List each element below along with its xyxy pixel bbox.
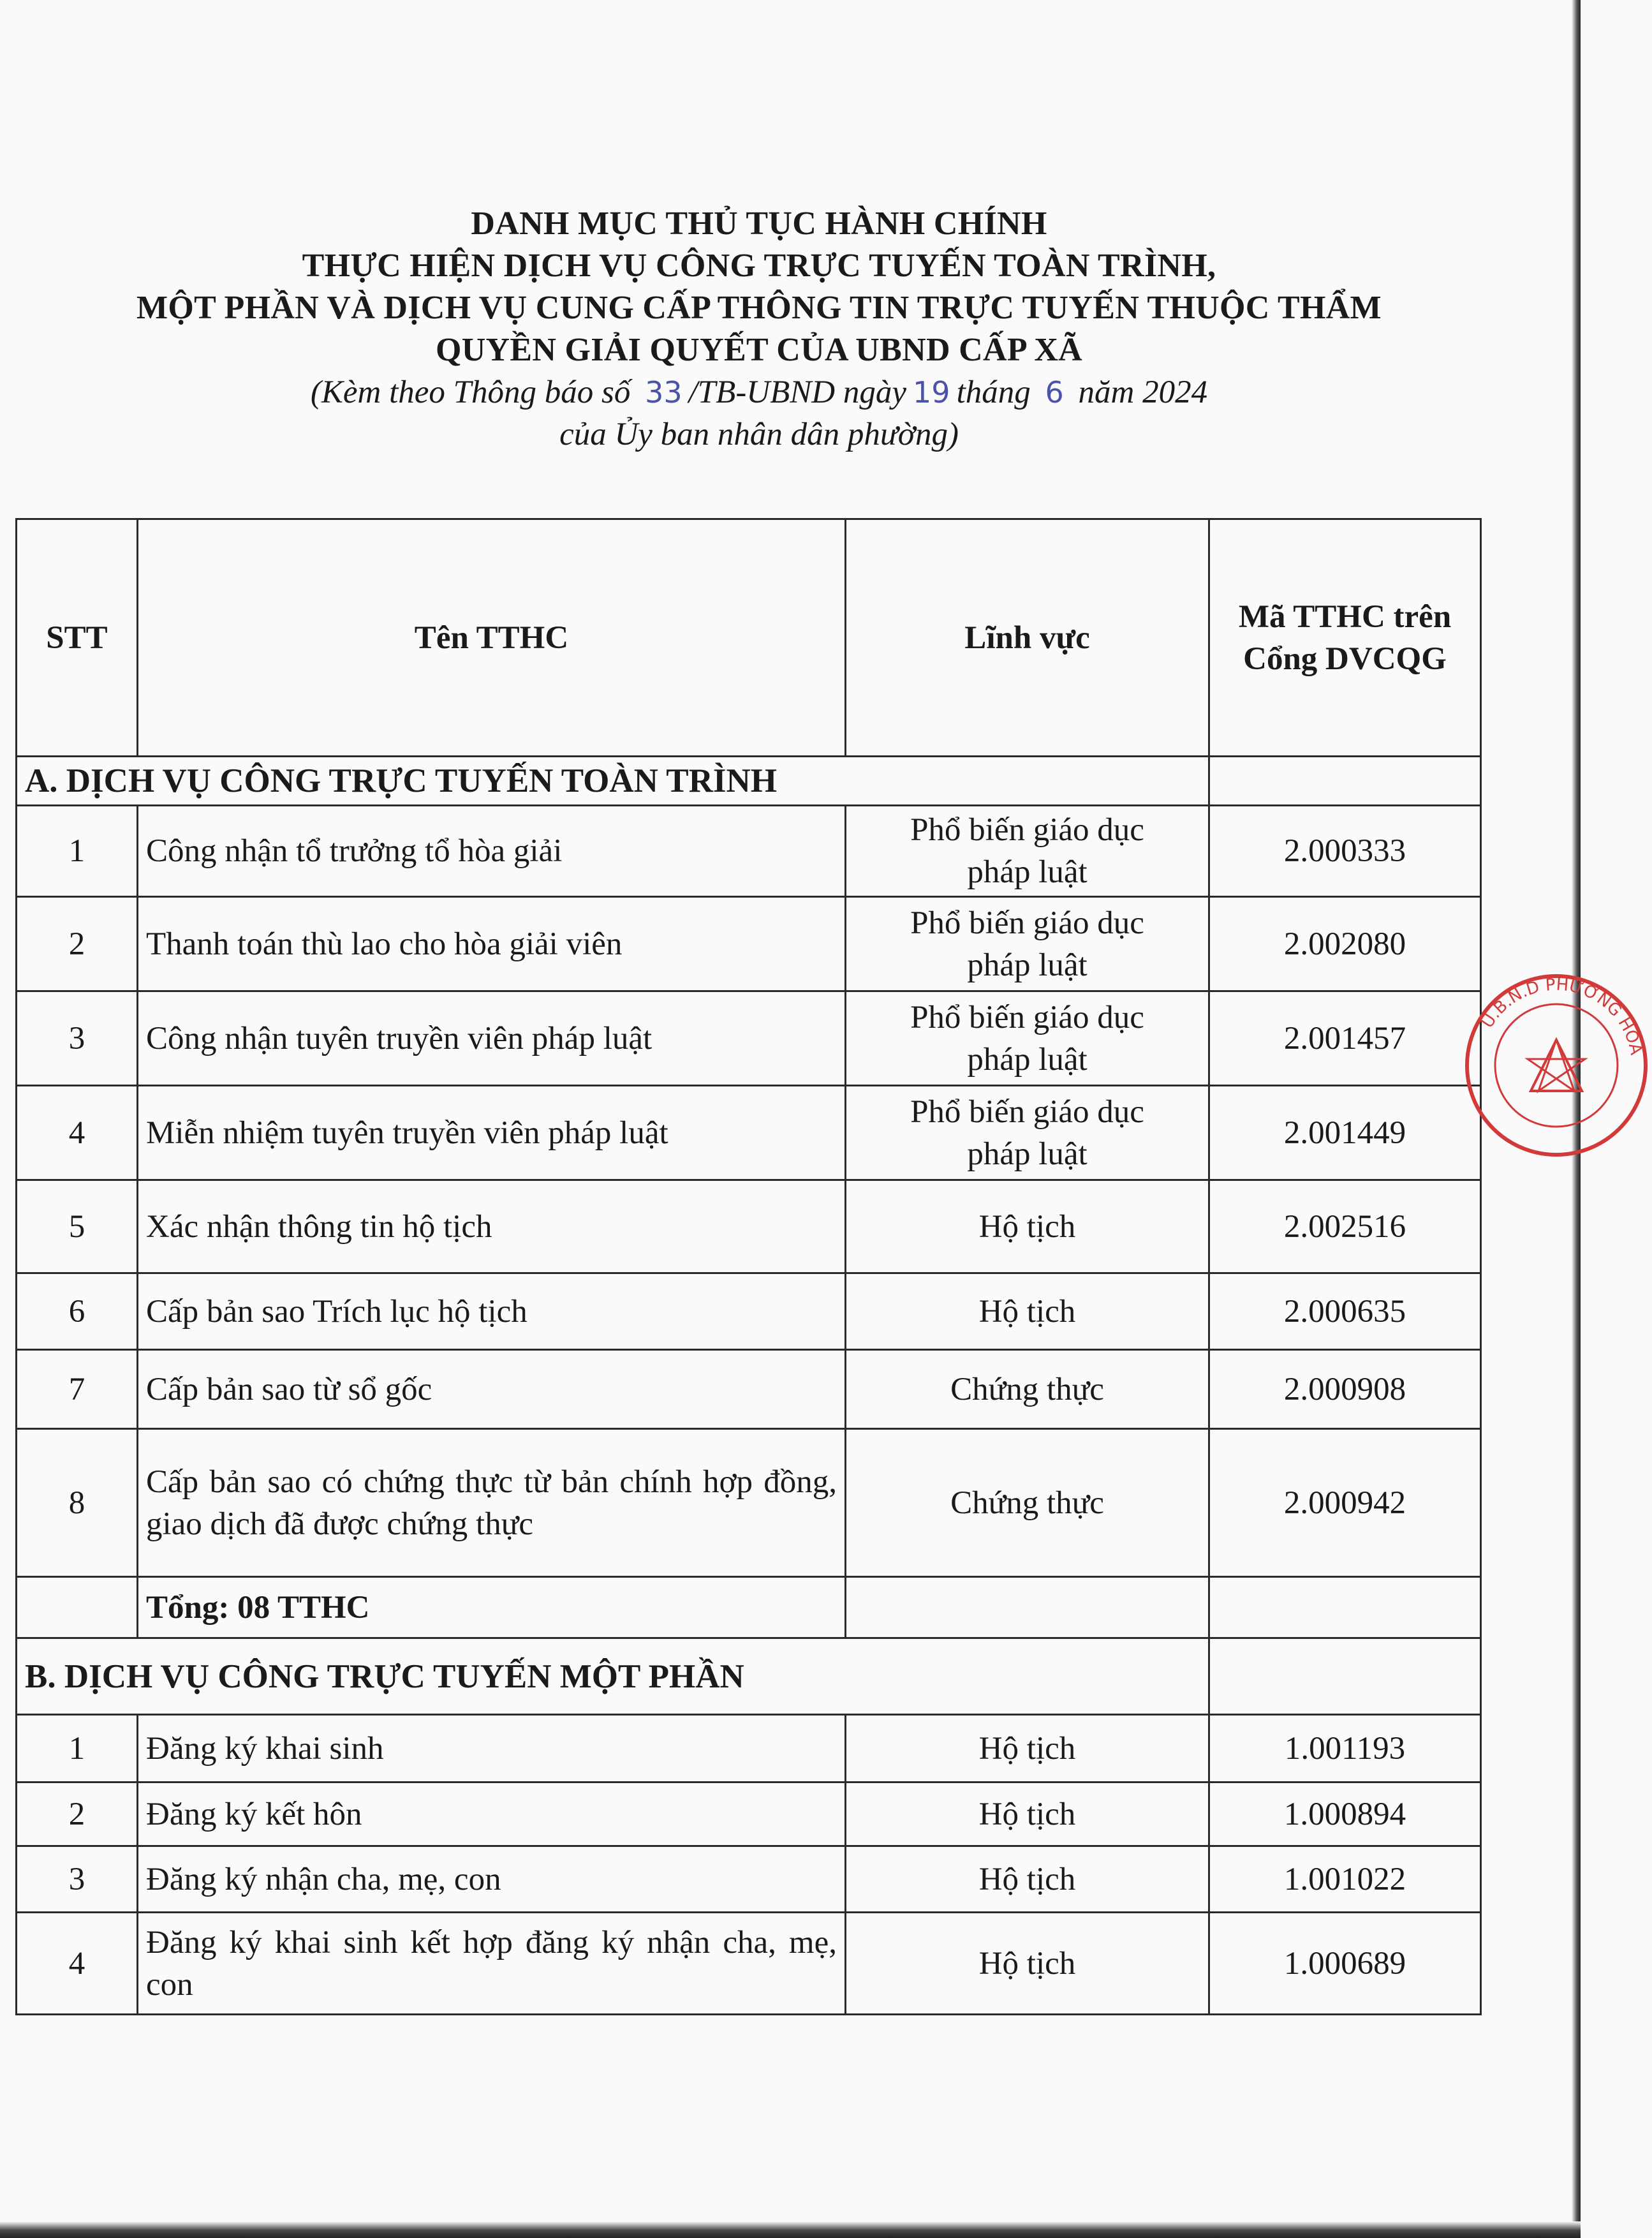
row-field xyxy=(846,991,1209,1086)
table-row xyxy=(17,1350,1481,1429)
row-name: Công nhận tuyên truyền viên pháp luật xyxy=(138,991,846,1086)
row-field-line-1: Phổ biến giáo dục xyxy=(910,812,1144,848)
table-header-row xyxy=(17,519,1481,757)
row-field xyxy=(846,806,1209,897)
title-line-2: THỰC HIỆN DỊCH VỤ CÔNG TRỰC TUYẾN TOÀN TRÌNH, xyxy=(302,248,1216,284)
row-field: Hộ tịch xyxy=(846,1273,1209,1350)
row-stt: 2 xyxy=(17,897,138,991)
row-field: Hộ tịch xyxy=(846,1715,1209,1782)
header-field: Lĩnh vực xyxy=(846,519,1209,757)
table-row xyxy=(17,1429,1481,1577)
row-field: Hộ tịch xyxy=(846,1846,1209,1913)
row-name: Cấp bản sao từ sổ gốc xyxy=(138,1350,846,1429)
header-code-line-1: Mã TTHC trên xyxy=(1238,598,1452,635)
section-b-title: B. DỊCH VỤ CÔNG TRỰC TUYẾN MỘT PHẦN xyxy=(17,1638,1209,1715)
row-field: Hộ tịch xyxy=(846,1913,1209,2015)
table-row xyxy=(17,1180,1481,1273)
table-row xyxy=(17,806,1481,897)
row-stt: 6 xyxy=(17,1273,138,1350)
section-b-row xyxy=(17,1638,1481,1715)
subtitle-part-1: (Kèm theo Thông báo số xyxy=(310,374,631,410)
table-row xyxy=(17,1273,1481,1350)
row-stt: 2 xyxy=(17,1782,138,1846)
row-code: 2.002080 xyxy=(1209,897,1481,991)
row-field-line-1: Phổ biến giáo dục xyxy=(910,1093,1144,1130)
row-field-line-2: pháp luật xyxy=(967,1136,1088,1172)
seal-emblem-icon xyxy=(1528,1040,1585,1091)
total-empty-field xyxy=(846,1577,1209,1638)
scan-edge-bottom xyxy=(0,2221,1581,2238)
table-row xyxy=(17,1086,1481,1180)
row-name: Cấp bản sao Trích lục hộ tịch xyxy=(138,1273,846,1350)
row-code: 1.001022 xyxy=(1209,1846,1481,1913)
row-name: Đăng ký khai sinh kết hợp đăng ký nhận cha, mẹ, con xyxy=(138,1913,846,2015)
header-code xyxy=(1209,519,1481,757)
total-empty-stt xyxy=(17,1577,138,1638)
row-code: 2.000635 xyxy=(1209,1273,1481,1350)
document-header xyxy=(64,203,1454,456)
subtitle-line-1 xyxy=(64,371,1454,413)
section-b-empty xyxy=(1209,1638,1481,1715)
row-name: Xác nhận thông tin hộ tịch xyxy=(138,1180,846,1273)
table-row xyxy=(17,1715,1481,1782)
row-code: 2.000908 xyxy=(1209,1350,1481,1429)
table-row xyxy=(17,1846,1481,1913)
row-stt: 4 xyxy=(17,1086,138,1180)
notice-day: 19 xyxy=(913,375,950,410)
header-name: Tên TTHC xyxy=(138,519,846,757)
header-code-line-2: Cổng DVCQG xyxy=(1243,641,1447,677)
header-stt: STT xyxy=(17,519,138,757)
table-row xyxy=(17,991,1481,1086)
title-line-1: DANH MỤC THỦ TỤC HÀNH CHÍNH xyxy=(471,205,1047,242)
row-field: Chứng thực xyxy=(846,1350,1209,1429)
row-name: Đăng ký nhận cha, mẹ, con xyxy=(138,1846,846,1913)
row-field-line-1: Phổ biến giáo dục xyxy=(910,999,1144,1035)
row-stt: 3 xyxy=(17,1846,138,1913)
title-line-3: MỘT PHẦN VÀ DỊCH VỤ CUNG CẤP THÔNG TIN TRỰC TUYẾN THUỘC THẨM xyxy=(136,290,1382,326)
row-code: 1.001193 xyxy=(1209,1715,1481,1782)
row-code: 1.000894 xyxy=(1209,1782,1481,1846)
row-field-line-1: Phổ biến giáo dục xyxy=(910,905,1144,941)
subtitle-line-2: của Ủy ban nhân dân phường) xyxy=(559,417,959,452)
section-a-title: A. DỊCH VỤ CÔNG TRỰC TUYẾN TOÀN TRÌNH xyxy=(17,757,1209,806)
row-name: Đăng ký khai sinh xyxy=(138,1715,846,1782)
row-code: 2.002516 xyxy=(1209,1180,1481,1273)
row-code: 2.000333 xyxy=(1209,806,1481,897)
row-code: 1.000689 xyxy=(1209,1913,1481,2015)
row-code: 2.001457 xyxy=(1209,991,1481,1086)
row-code: 2.001449 xyxy=(1209,1086,1481,1180)
official-seal xyxy=(1461,970,1652,1161)
section-a-row xyxy=(17,757,1481,806)
section-a-total-row xyxy=(17,1577,1481,1638)
row-name: Công nhận tổ trưởng tổ hòa giải xyxy=(138,806,846,897)
row-field-line-2: pháp luật xyxy=(967,854,1088,890)
title-line-4: QUYỀN GIẢI QUYẾT CỦA UBND CẤP XÃ xyxy=(435,332,1083,368)
procedure-table xyxy=(15,518,1482,2015)
row-code: 2.000942 xyxy=(1209,1429,1481,1577)
row-stt: 5 xyxy=(17,1180,138,1273)
notice-number: 33 xyxy=(645,375,682,410)
row-name: Miễn nhiệm tuyên truyền viên pháp luật xyxy=(138,1086,846,1180)
row-field-line-2: pháp luật xyxy=(967,1041,1088,1078)
table-row xyxy=(17,1782,1481,1846)
row-field xyxy=(846,1086,1209,1180)
subtitle-part-4: năm 2024 xyxy=(1078,374,1208,410)
table-row xyxy=(17,1913,1481,2015)
section-a-total: Tổng: 08 TTHC xyxy=(138,1577,846,1638)
row-stt: 4 xyxy=(17,1913,138,2015)
seal-inner-ring xyxy=(1495,1004,1618,1127)
row-field: Chứng thực xyxy=(846,1429,1209,1577)
row-stt: 1 xyxy=(17,1715,138,1782)
row-field-line-2: pháp luật xyxy=(967,947,1088,983)
subtitle-part-3: tháng xyxy=(956,374,1031,410)
seal-text: U.B.N.D PHƯỜNG HÒA xyxy=(1478,975,1646,1057)
row-field: Hộ tịch xyxy=(846,1180,1209,1273)
section-a-empty xyxy=(1209,757,1481,806)
row-name: Cấp bản sao có chứng thực từ bản chính hợp đồng, giao dịch đã được chứng thực xyxy=(138,1429,846,1577)
row-field xyxy=(846,897,1209,991)
notice-month: 6 xyxy=(1045,375,1064,410)
subtitle-part-2: /TB-UBND ngày xyxy=(688,374,907,410)
table-row xyxy=(17,897,1481,991)
total-empty-code xyxy=(1209,1577,1481,1638)
row-field: Hộ tịch xyxy=(846,1782,1209,1846)
row-stt: 3 xyxy=(17,991,138,1086)
row-stt: 1 xyxy=(17,806,138,897)
row-stt: 8 xyxy=(17,1429,138,1577)
row-stt: 7 xyxy=(17,1350,138,1429)
row-name: Thanh toán thù lao cho hòa giải viên xyxy=(138,897,846,991)
row-name: Đăng ký kết hôn xyxy=(138,1782,846,1846)
